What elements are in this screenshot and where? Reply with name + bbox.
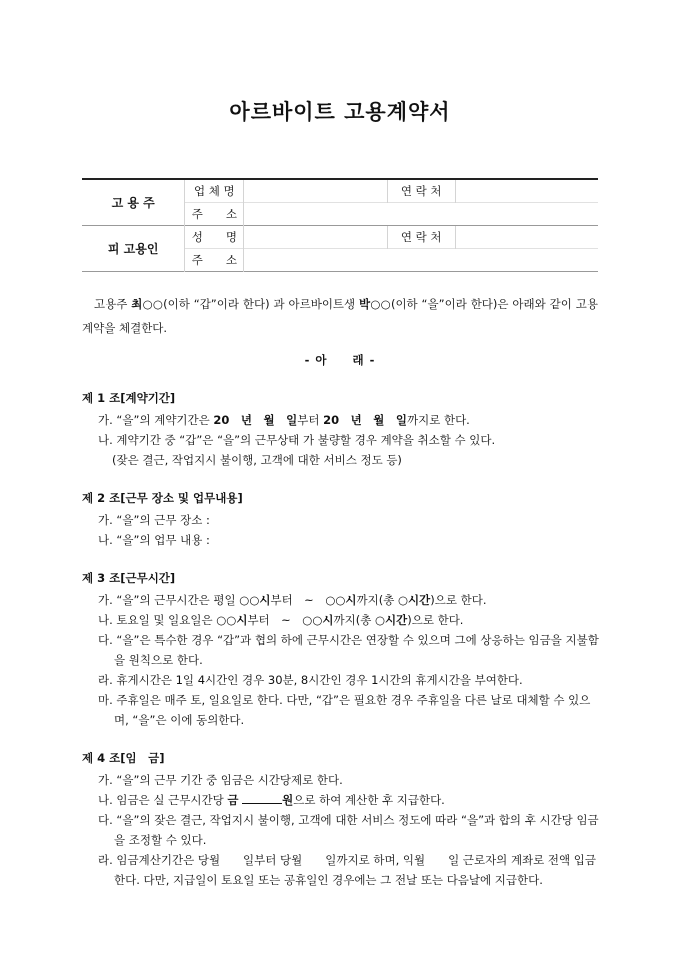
employee-name: 박○○ (359, 297, 391, 311)
article-4-title: 제 4 조[임 금] (82, 751, 165, 765)
article-4-b-part1: 나. 임금은 실 근무시간당 (98, 793, 228, 807)
employee-contact-value[interactable] (455, 226, 598, 249)
intro-text-3: (이하 “을”이라 한다)은 아래와 같이 고용계약을 체결한다. (82, 297, 598, 335)
article-1-a-suffix: 까지로 한다. (406, 413, 470, 427)
article-4-item-d: 라. 임금계산기간은 당월 일부터 당월 일까지로 하며, 익월 일 근로자의 계좌로 전액 입금한다. 다만, 지급일이 토요일 또는 공휴일인 경우에는 그 전날 또는 다음날에 지급한다. (98, 853, 597, 887)
employee-name-label: 성 명 (185, 226, 244, 249)
employee-address-value[interactable] (244, 249, 598, 272)
employer-address-label: 주 소 (185, 203, 244, 226)
party-info-table (82, 178, 598, 272)
article-2-item-a: 가. “을”의 근무 장소 : (98, 513, 210, 527)
article-1-item-a (90, 410, 602, 430)
employee-group-label: 피 고용인 (82, 226, 185, 272)
employer-name: 최○○ (131, 297, 164, 311)
start-date: 20 년 월 일 (213, 413, 298, 427)
article-1 (82, 388, 602, 470)
article-4 (82, 748, 602, 890)
article-3-b-part3: 까지(총 ○ (333, 613, 385, 627)
intro-paragraph (82, 292, 598, 340)
article-3-b-hours: 시간 (385, 613, 408, 627)
intro-text-2: (이하 “갑”이라 한다) 과 아르바이트생 (163, 297, 360, 311)
employee-name-value[interactable] (244, 226, 387, 249)
article-4-item-b (90, 790, 602, 810)
article-3-item-b (90, 610, 602, 630)
article-3-item-a (90, 590, 602, 610)
article-3-b-hour2: 시 (322, 613, 334, 627)
article-1-item-b: 나. 계약기간 중 “갑”은 “을”의 근무상태 가 불량할 경우 계약을 취소할 수 있다. (98, 433, 496, 447)
article-3-b-part1: 나. 토요일 및 일요일은 ○○ (98, 613, 237, 627)
article-3-b-part4: )으로 한다. (407, 613, 464, 627)
article-1-a-mid: 부터 (297, 413, 324, 427)
article-3-item-d: 라. 휴게시간은 1일 4시간인 경우 30분, 8시간인 경우 1시간의 휴게시간을 부여한다. (98, 673, 523, 687)
article-3-b-hour1: 시 (236, 613, 248, 627)
article-3-a-hour2: 시 (345, 593, 357, 607)
business-name-label: 업 체 명 (185, 179, 244, 203)
end-date: 20 년 월 일 (323, 413, 407, 427)
article-4-item-c: 다. “을”의 잦은 결근, 작업지시 불이행, 고객에 대한 서비스 정도에 따라 “을”과 합의 후 시간당 임금을 조정할 수 있다. (98, 813, 599, 847)
employee-contact-label: 연 락 처 (387, 226, 455, 249)
article-2-item-b: 나. “을”의 업무 내용 : (98, 533, 210, 547)
employer-contact-value[interactable] (455, 179, 598, 203)
article-3-item-c: 다. “을”은 특수한 경우 “갑”과 협의 하에 근무시간은 연장할 수 있으며 그에 상응하는 임금을 지불함을 원칙으로 한다. (98, 633, 599, 667)
employee-address-label: 주 소 (185, 249, 244, 272)
article-4-item-a: 가. “을”의 근무 기간 중 임금은 시간당제로 한다. (98, 773, 343, 787)
document-title: 아르바이트 고용계약서 (229, 100, 451, 124)
article-2-title: 제 2 조[근무 장소 및 업무내용] (82, 491, 243, 505)
article-4-b-part2: 으로 하여 계산한 후 지급한다. (293, 793, 445, 807)
article-1-title: 제 1 조[계약기간] (82, 391, 176, 405)
article-3-a-hours: 시간 (408, 593, 431, 607)
article-3-a-part1: 가. “을”의 근무시간은 평일 ○○ (98, 593, 260, 607)
intro-text-1: 고용주 (94, 297, 132, 311)
wage-blank[interactable] (242, 791, 282, 804)
article-1-item-b-note: (잦은 결근, 작업지시 불이행, 고객에 대한 서비스 정도 등) (112, 453, 402, 467)
wage-unit: 원 (282, 793, 294, 807)
article-3-b-part2: 부터 ~ ○○ (247, 613, 323, 627)
article-3 (82, 568, 602, 730)
business-name-value[interactable] (244, 179, 387, 203)
section-heading: - 아 래 - (304, 353, 376, 367)
article-3-a-part4: )으로 한다. (430, 593, 487, 607)
articles (82, 388, 602, 908)
article-3-a-part2: 부터 ~ ○○ (270, 593, 346, 607)
article-3-title: 제 3 조[근무시간] (82, 571, 176, 585)
wage-label: 금 (227, 793, 239, 807)
employer-group-label: 고 용 주 (111, 196, 155, 210)
article-2 (82, 488, 602, 550)
article-1-a-prefix: 가. “을”의 계약기간은 (98, 413, 214, 427)
article-3-item-e: 마. 주휴일은 매주 토, 일요일로 한다. 다만, “갑”은 필요한 경우 주휴일을 다른 날로 대체할 수 있으며, “을”은 이에 동의한다. (98, 693, 591, 727)
employer-address-value[interactable] (244, 203, 598, 226)
article-3-a-part3: 까지(총 ○ (356, 593, 409, 607)
employer-contact-label: 연 락 처 (387, 179, 455, 203)
article-3-a-hour1: 시 (259, 593, 271, 607)
